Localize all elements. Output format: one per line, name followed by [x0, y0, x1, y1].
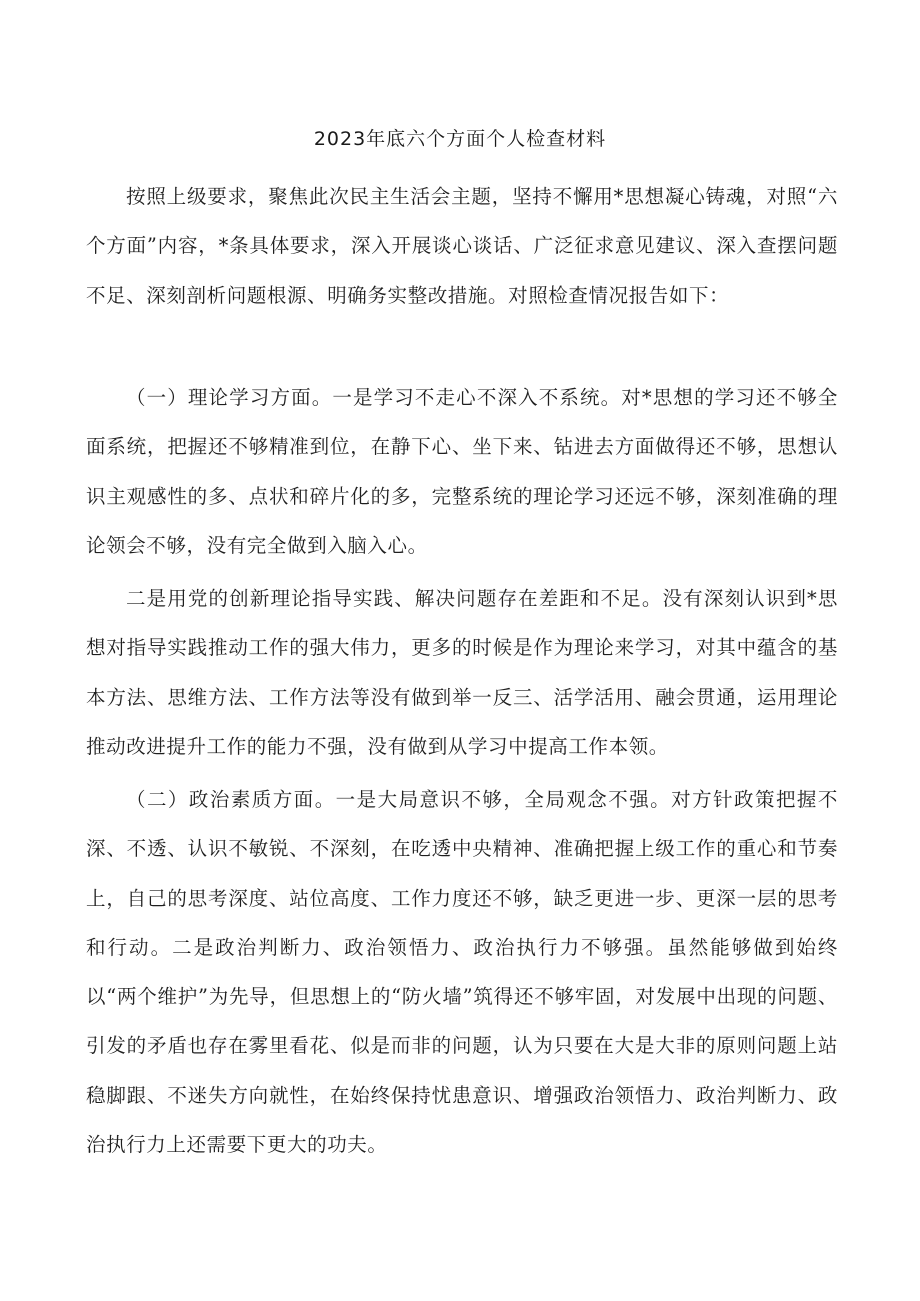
paragraph-theory-study: （一）理论学习方面。一是学习不走心不深入不系统。对*思想的学习还不够全面系统，把握还不够精准到位，在静下心、坐下来、钻进去方面做得还不够，思想认识主观感性的多、点状和碎片化的多，完整系统的理论学习还远不够，深刻准确的理论领会不够，没有完全做到入脑入心。 [86, 386, 838, 557]
paragraph-intro: 按照上级要求，聚焦此次民主生活会主题，坚持不懈用*思想凝心铸魂，对照“六个方面”内容，*条具体要求，深入开展谈心谈话、广泛征求意见建议、深入查摆问题不足、深刻剖析问题根源、明确务实整改措施。对照检查情况报告如下： [86, 185, 838, 307]
paragraph-theory-practice: 二是用党的创新理论指导实践、解决问题存在差距和不足。没有深刻认识到*思想对指导实践推动工作的强大伟力，更多的时候是作为理论来学习，对其中蕴含的基本方法、思维方法、工作方法等没有做到举一反三、活学活用、融会贯通，运用理论推动改进提升工作的能力不强，没有做到从学习中提高工作本领。 [86, 587, 838, 758]
document-title: 2023年底六个方面个人检查材料 [313, 128, 607, 150]
paragraph-political-quality: （二）政治素质方面。一是大局意识不够，全局观念不强。对方针政策把握不深、不透、认识不敏锐、不深刻，在吃透中央精神、准确把握上级工作的重心和节奏上，自己的思考深度、站位高度、工作力度还不够，缺乏更进一步、更深一层的思考和行动。二是政治判断力、政治领悟力、政治执行力不够强。虽然能够做到始终以“两个维护”为先导，但思想上的“防火墙”筑得还不够牢固，对发展中出现的问题、引发的矛盾也存在雾里看花、似是而非的问题，认为只要在大是大非的原则问题上站稳脚跟、不迷失方向就性，在始终保持忧患意识、增强政治领悟力、政治判断力、政治执行力上还需要下更大的功夫。 [86, 788, 838, 1157]
